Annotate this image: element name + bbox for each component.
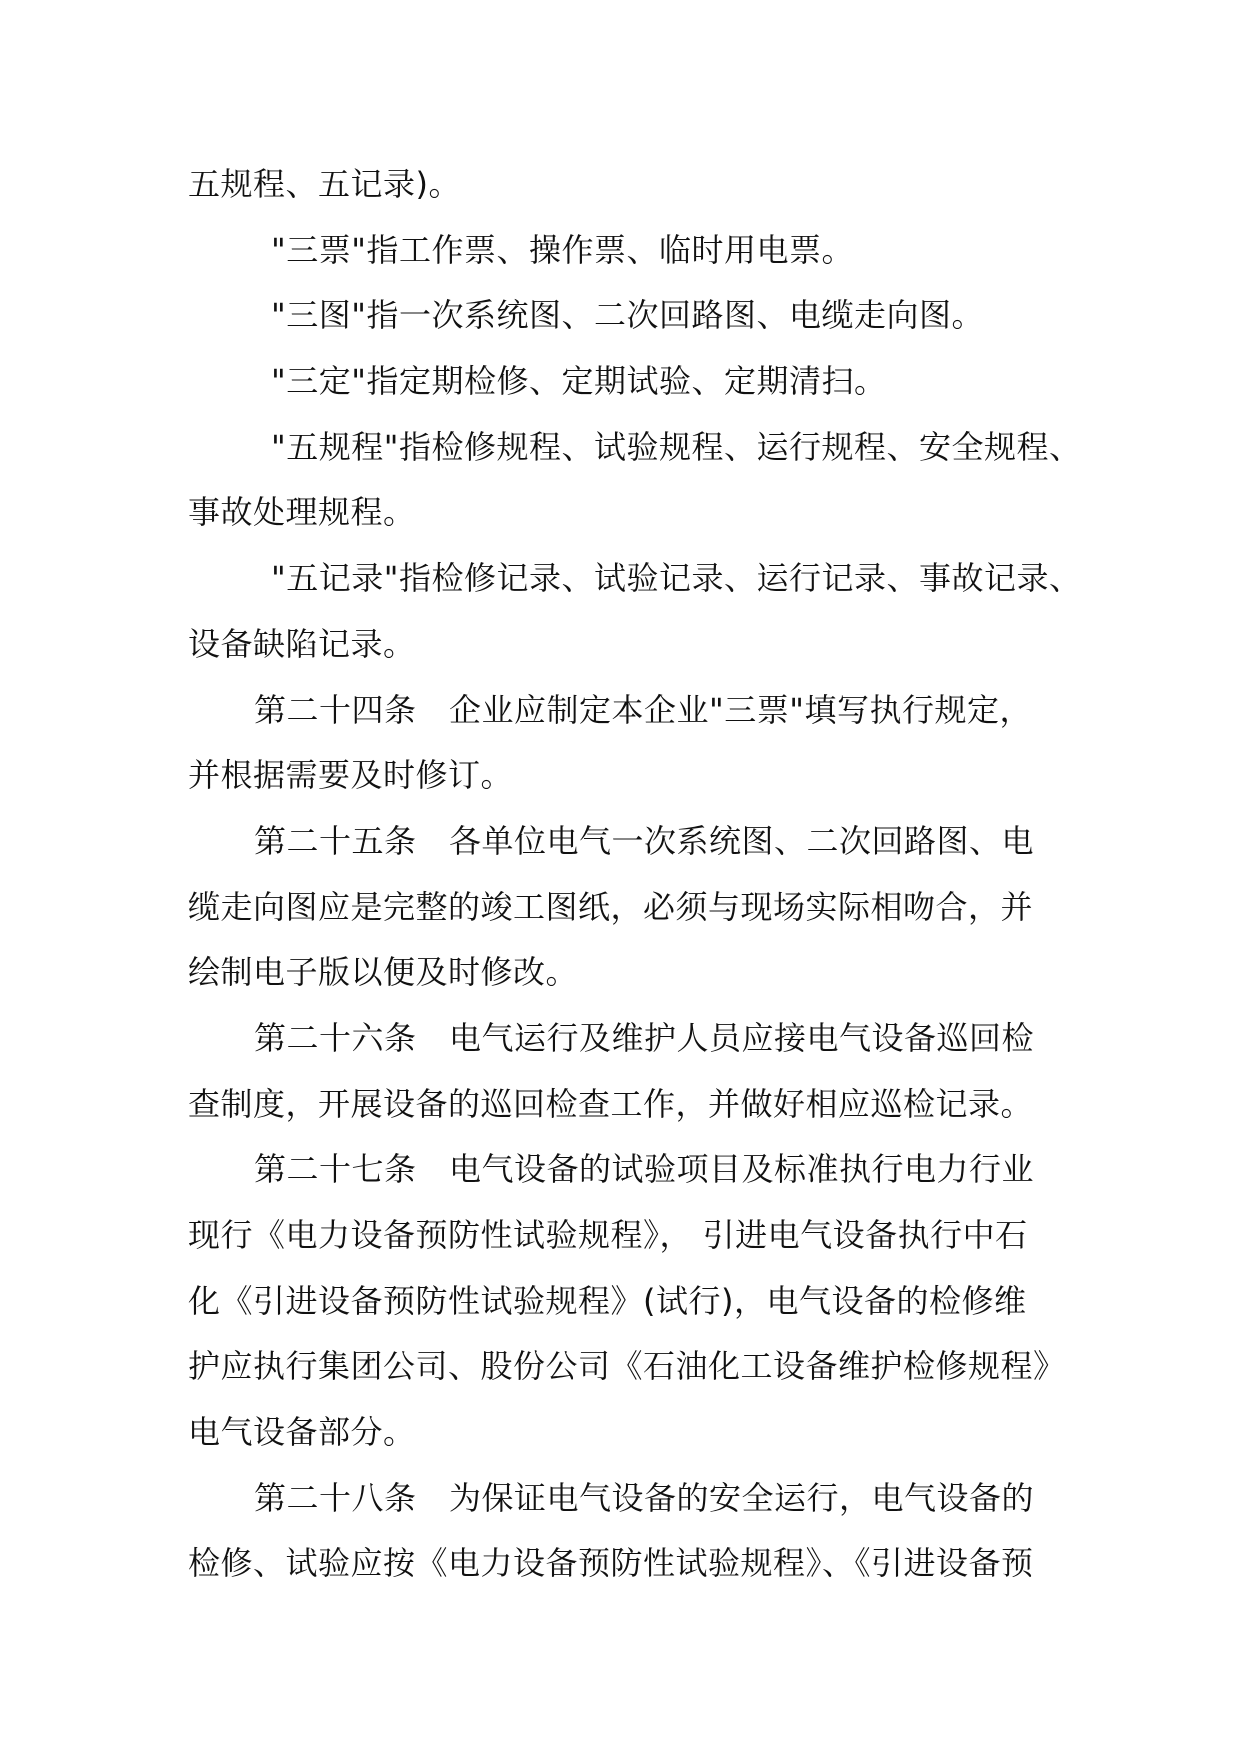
text-line: "三票"指工作票、操作票、临时用电票。 bbox=[271, 230, 854, 269]
text-line: 并根据需要及时修订。 bbox=[188, 756, 514, 795]
text-line: 现行《电力设备预防性试验规程》， 引进电气设备执行中石 bbox=[188, 1216, 1028, 1254]
text-line: 第二十七条 电气设备的试验项目及标准执行电力行业 bbox=[254, 1150, 1035, 1189]
text-line: 五规程、五记录)。 bbox=[188, 165, 461, 203]
text-line: 电气设备部分。 bbox=[188, 1413, 416, 1452]
text-line: 第二十五条 各单位电气一次系统图、二次回路图、电 bbox=[254, 821, 1035, 860]
text-line: 设备缺陷记录。 bbox=[188, 624, 416, 663]
text-line: "五规程"指检修规程、试验规程、运行规程、安全规程、 bbox=[271, 427, 1082, 466]
text-line: 护应执行集团公司、股份公司《石油化工设备维护检修规程》 bbox=[188, 1347, 1066, 1386]
text-line: 第二十八条 为保证电气设备的安全运行，电气设备的 bbox=[254, 1478, 1035, 1517]
text-line: 检修、试验应按《电力设备预防性试验规程》、《引进设备预 bbox=[188, 1544, 1034, 1583]
text-line: 化《引进设备预防性试验规程》(试行)，电气设备的检修维 bbox=[188, 1281, 1027, 1320]
text-line: "三图"指一次系统图、二次回路图、电缆走向图。 bbox=[271, 296, 984, 335]
text-line: "五记录"指检修记录、试验记录、运行记录、事故记录、 bbox=[271, 559, 1082, 598]
text-line: 缆走向图应是完整的竣工图纸，必须与现场实际相吻合，并 bbox=[188, 887, 1034, 926]
text-line: 第二十六条 电气运行及维护人员应接电气设备巡回检 bbox=[254, 1018, 1035, 1057]
text-line: 查制度，开展设备的巡回检查工作，并做好相应巡检记录。 bbox=[188, 1084, 1034, 1123]
document-body bbox=[188, 152, 1088, 1597]
text-line: "三定"指定期检修、定期试验、定期清扫。 bbox=[271, 362, 887, 401]
text-line: 绘制电子版以便及时修改。 bbox=[188, 953, 579, 992]
text-line: 第二十四条 企业应制定本企业"三票"填写执行规定， bbox=[254, 690, 1032, 729]
text-line: 事故处理规程。 bbox=[188, 493, 416, 532]
